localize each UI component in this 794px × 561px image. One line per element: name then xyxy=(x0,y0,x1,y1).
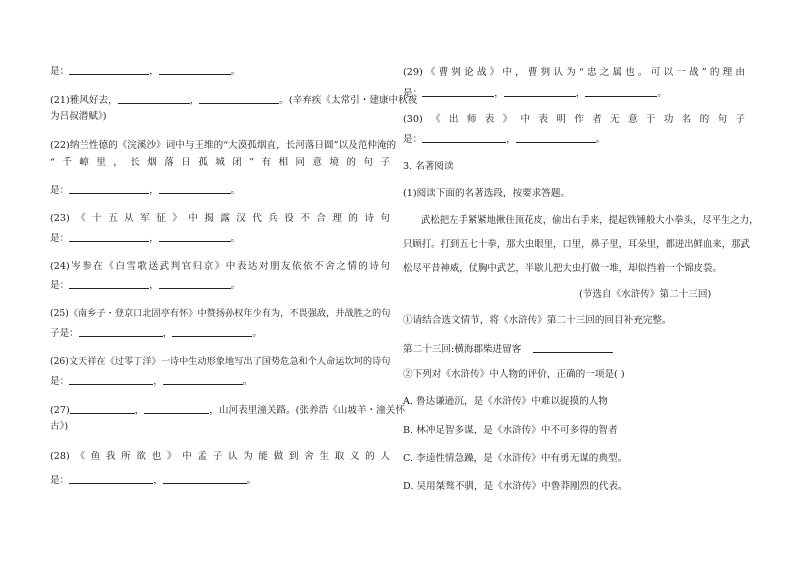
q29-line2: 是： ， ， 。 xyxy=(403,88,667,99)
passage-line-1: 武松把左手紧紧地揪住顶花皮，偷出右手来，提起铁锤般大小拳头，尽平生之力， xyxy=(421,215,759,226)
q29-line1: (29)《曹刿论战》中，曹刿认为“忠之属也。可以一战”的理由 xyxy=(403,67,745,78)
q20-tail: 是： ， 。 xyxy=(50,66,241,77)
section-heading: 3. 名著阅读 xyxy=(403,161,454,172)
answer-blank[interactable] xyxy=(69,231,149,242)
answer-blank[interactable] xyxy=(159,183,231,194)
answer-blank[interactable] xyxy=(199,93,279,104)
q25-line1: (25)《南乡子・登京口北固亭有怀》中赞扬孙权年少有为，不畏强敌，并战胜之的句 xyxy=(50,308,391,319)
q27-line2: 古》) xyxy=(50,421,69,432)
answer-blank[interactable] xyxy=(422,86,494,97)
q26-line2: 是： ， 。 xyxy=(50,376,253,387)
q28-line1: (28)《鱼我所欲也》中孟子认为能做到舍生取义的人 xyxy=(50,451,390,462)
answer-blank[interactable] xyxy=(159,64,231,75)
answer-blank[interactable] xyxy=(70,403,135,414)
option-b[interactable]: B. 林冲足智多谋，是《水浒传》中不可多得的智者 xyxy=(403,425,618,436)
q30-line1: (30)《出师表》中表明作者无意于功名的句子 xyxy=(403,114,745,125)
answer-blank[interactable] xyxy=(69,473,153,484)
passage-source: (节选自《水浒传》第二十三回) xyxy=(579,289,712,300)
answer-blank[interactable] xyxy=(163,473,247,484)
q27: (27) ， ，山河表里潼关路。(张养浩《山坡羊・潼关怀 xyxy=(50,405,405,416)
answer-blank[interactable] xyxy=(163,374,243,385)
option-c[interactable]: C. 李逵性情急躁，是《水浒传》中有勇无谋的典型。 xyxy=(403,453,628,464)
q23-line2: 是： ， 。 xyxy=(50,233,241,244)
answer-blank[interactable] xyxy=(69,64,149,75)
answer-blank[interactable] xyxy=(533,342,613,353)
passage-line-3: 松尽平昔神威，仗胸中武艺，半歇儿把大虫打做一堆，却似挡着一个锦皮袋。 xyxy=(403,263,722,274)
question-1: ①请结合选文情节，将《水浒传》第二十三回的回目补充完整。 xyxy=(403,315,672,326)
passage-line-2: 只顾打。打到五七十拳，那大虫眼里，口里，鼻子里，耳朵里，都迸出鲜血来，那武 xyxy=(403,239,750,250)
q30-line2: 是： ， 。 xyxy=(403,134,606,145)
q21: (21)雅风好去， ， 。(辛弃疾《太常引・建康中秋夜 xyxy=(50,95,418,106)
answer-blank[interactable] xyxy=(504,86,576,97)
answer-blank[interactable] xyxy=(159,231,231,242)
q24-line2: 是： ， 。 xyxy=(50,280,241,291)
answer-blank[interactable] xyxy=(118,93,190,104)
answer-blank[interactable] xyxy=(172,326,252,337)
q22-line1: (22)纳兰性德的《浣溪沙》词中与王维的“大漠孤烟直，长河落日圆”以及范仲淹的 xyxy=(50,140,397,151)
q24-line1: (24)岑参在《白雪歌送武判官归京》中表达对朋友依依不舍之情的诗句 xyxy=(50,261,390,272)
answer-blank[interactable] xyxy=(585,86,657,97)
answer-blank[interactable] xyxy=(144,403,209,414)
q22-line2: “千嶂里，长烟落日孤城闭”有相同意境的句子 xyxy=(50,157,390,168)
question-2: ②下列对《水浒传》中人物的评价，正确的一项是( ) xyxy=(403,369,625,380)
chapter-title-row: 第二十三回:横海郡柴进留客 xyxy=(403,342,613,356)
q25-line2: 子是： ， 。 xyxy=(50,328,262,339)
answer-blank[interactable] xyxy=(69,183,149,194)
q23-line1: (23)《十五从军征》中揭露汉代兵役不合理的诗句 xyxy=(50,213,390,224)
answer-blank[interactable] xyxy=(159,278,231,289)
reading-instruction: (1)阅读下面的名著选段，按要求答题。 xyxy=(403,188,571,199)
q21-line2: 为吕叔潜赋》) xyxy=(50,111,107,122)
answer-blank[interactable] xyxy=(516,132,596,143)
answer-blank[interactable] xyxy=(79,326,163,337)
answer-blank[interactable] xyxy=(422,132,506,143)
q28-line2: 是： ， 。 xyxy=(50,475,257,486)
q22-line3: 是： ， 。 xyxy=(50,185,241,196)
answer-blank[interactable] xyxy=(69,374,153,385)
option-d[interactable]: D. 吴用桀骜不驯，是《水浒传》中鲁莽刚烈的代表。 xyxy=(403,481,628,492)
answer-blank[interactable] xyxy=(69,278,149,289)
option-a[interactable]: A. 鲁达谦逊沉，是《水浒传》中难以捉摸的人物 xyxy=(403,396,608,407)
q26-line1: (26)文天祥在《过零丁洋》一诗中生动形象地写出了国势危急和个人命运坎坷的诗句 xyxy=(50,356,391,367)
